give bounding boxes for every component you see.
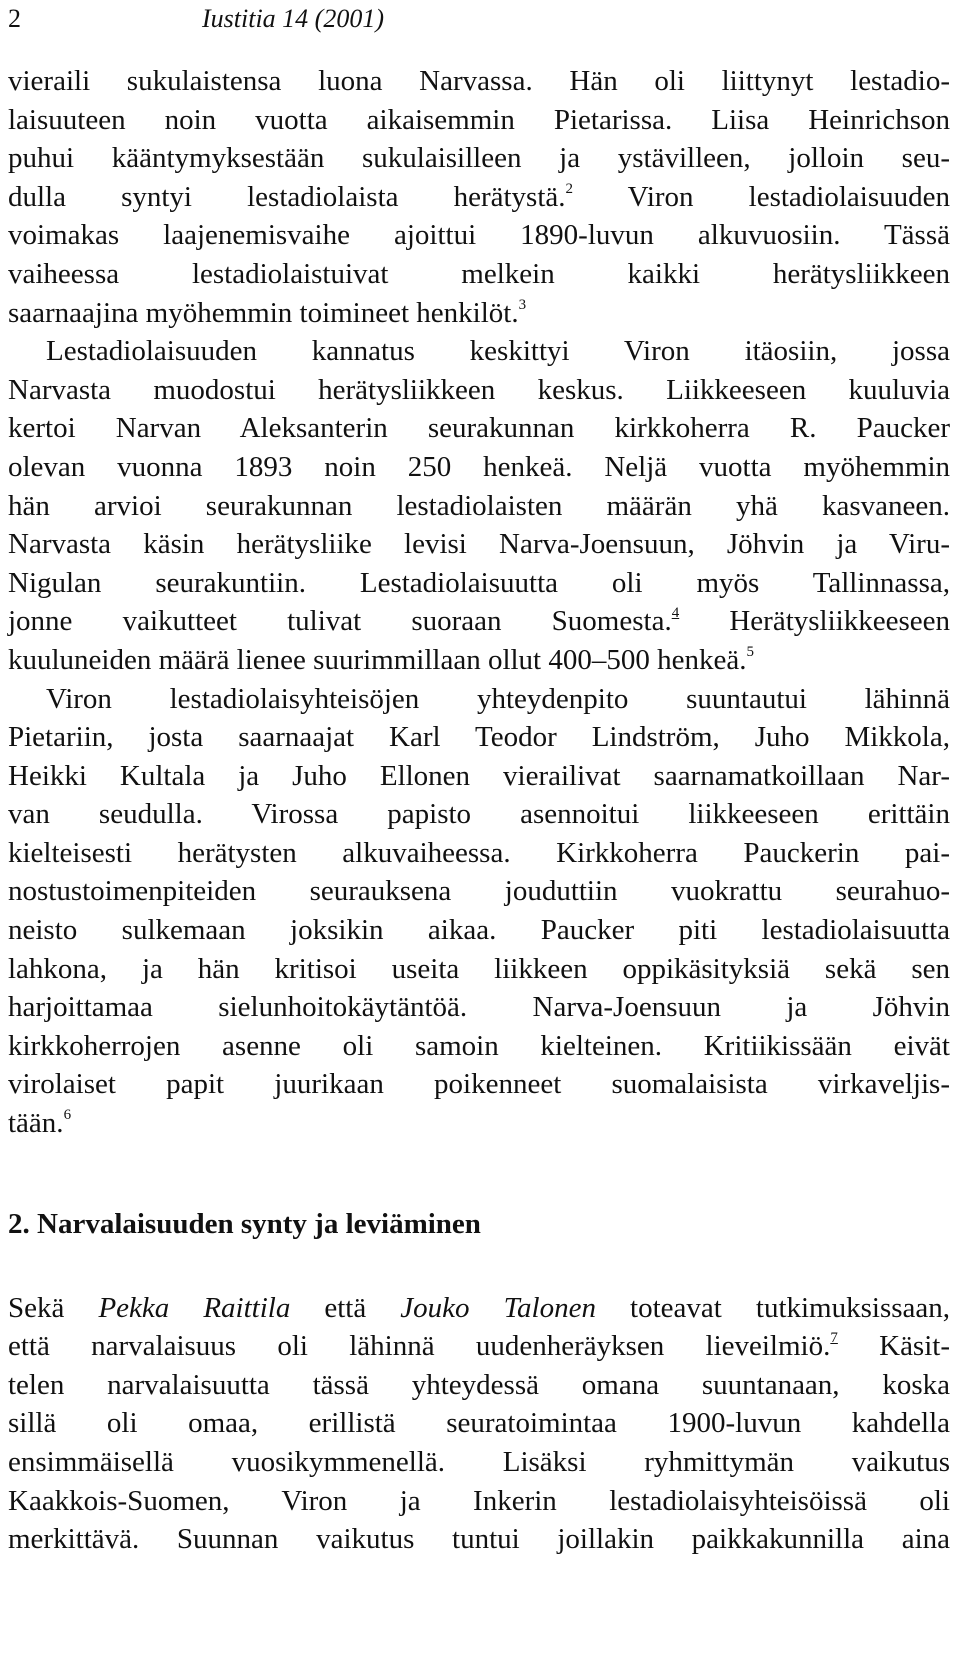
text-line: kirkkoherrojen asenne oli samoin kielteinen. Kritiikissään eivät (8, 1029, 950, 1062)
text-line: Pietariin, josta saarnaajat Karl Teodor Lindström, Juho Mikkola, (8, 721, 950, 754)
text-line: lahkona, ja hän kritisoi useita liikkeen oppikäsityksiä sekä sen (8, 952, 950, 985)
text-segment: että (290, 1291, 401, 1324)
text-line: vieraili sukulaistensa luona Narvassa. Hän oli liittynyt lestadio- (8, 65, 950, 97)
footnote-ref[interactable]: 4 (671, 605, 680, 622)
text-line: Narvasta käsin herätysliike levisi Narva-Joensuun, Jöhvin ja Viru- (8, 528, 950, 561)
text-segment: saarnaajina myöhemmin toimineet henkilöt. (8, 296, 519, 329)
text-line: voimakas laajenemisvaihe ajoittui 1890-luvun alkuvuosiin. Tässä (8, 219, 950, 252)
text-line: ensimmäisellä vuosikymmenellä. Lisäksi ryhmittymän vaikutus (8, 1446, 950, 1478)
text-line (8, 1104, 950, 1143)
section-heading: 2. Narvalaisuuden synty ja leviäminen (8, 1207, 481, 1240)
text-line: Narvasta muodostui herätysliikkeen keskus. Liikkeeseen kuuluvia (8, 373, 950, 406)
text-segment: Käsit- (837, 1330, 950, 1363)
text-line: telen narvalaisuutta tässä yhteydessä omana suuntanaan, koska (8, 1368, 950, 1401)
footnote-ref[interactable]: 6 (63, 1107, 72, 1124)
running-head: Iustitia 14 (2001) (202, 4, 384, 33)
footnote-ref[interactable]: 5 (746, 643, 754, 660)
text-line: neisto sulkemaan joksikin aikaa. Paucker piti lestadiolaisuutta (8, 914, 950, 947)
text-segment: jonne vaikutteet tulivat suoraan Suomesta. (8, 605, 672, 638)
text-line: Viron lestadiolaisyhteisöjen yhteydenpito suuntautui lähinnä (46, 682, 950, 715)
text-line: kielteisesti herätysten alkuvaiheessa. Kirkkoherra Pauckerin pai- (8, 836, 950, 869)
text-line (8, 294, 950, 333)
text-segment: Sekä (8, 1291, 99, 1324)
text-segment: että narvalaisuus oli lähinnä uudenheräyksen lieveilmiö. (8, 1330, 831, 1363)
text-segment: Herätysliikkeeseen (679, 605, 950, 638)
footnote-ref[interactable]: 7 (830, 1330, 838, 1347)
author-name: Pekka Raittila (98, 1291, 291, 1324)
text-line: puhui kääntymyksestään sukulaisilleen ja ystävilleen, jolloin seu- (8, 142, 950, 175)
text-segment: kuuluneiden määrä lienee suurimmillaan ollut 400–500 henkeä. (8, 643, 747, 676)
text-line: merkittävä. Suunnan vaikutus tuntui joillakin paikkakunnilla aina (8, 1523, 950, 1556)
document-page (8, 0, 950, 1559)
text-line: Kaakkois-Suomen, Viron ja Inkerin lestadiolaisyhteisöissä oli (8, 1484, 950, 1517)
body-text (8, 62, 950, 1559)
text-line: vaiheessa lestadiolaistuivat melkein kaikki herätysliikkeen (8, 257, 950, 290)
text-line: hän arvioi seurakunnan lestadiolaisten määrän yhä kasvaneen. (8, 489, 950, 522)
page-header (8, 0, 950, 38)
text-line (8, 1327, 950, 1366)
text-line (8, 641, 950, 680)
text-line (8, 602, 950, 641)
text-line: virolaiset papit juurikaan poikenneet suomalaisista virkaveljis- (8, 1068, 950, 1101)
page-number: 2 (8, 4, 21, 33)
footnote-ref[interactable]: 3 (518, 296, 527, 313)
text-line: Nigulan seurakuntiin. Lestadiolaisuutta oli myös Tallinnassa, (8, 566, 950, 599)
author-name: Jouko Talonen (400, 1291, 596, 1324)
text-line (8, 178, 950, 217)
text-segment: dulla syntyi lestadiolaista herätystä. (8, 180, 566, 213)
text-line: harjoittamaa sielunhoitokäytäntöä. Narva-Joensuun ja Jöhvin (8, 991, 950, 1024)
text-segment: tään. (8, 1107, 64, 1140)
text-line: sillä oli omaa, erillistä seuratoimintaa 1900-luvun kahdella (8, 1407, 950, 1440)
text-line: olevan vuonna 1893 noin 250 henkeä. Neljä vuotta myöhemmin (8, 450, 950, 483)
text-line: nostustoimenpiteiden seurauksena jouduttiin vuokrattu seurahuo- (8, 875, 950, 908)
text-line: Heikki Kultala ja Juho Ellonen vierailivat saarnamatkoillaan Nar- (8, 759, 950, 792)
text-line: van seudulla. Virossa papisto asennoitui liikkeeseen erittäin (8, 798, 950, 831)
text-segment: toteavat tutkimuksissaan, (596, 1291, 951, 1324)
text-line (8, 1289, 950, 1328)
text-line: Lestadiolaisuuden kannatus keskittyi Viron itäosiin, jossa (46, 335, 950, 368)
text-segment: Viron lestadiolaisuuden (627, 180, 950, 213)
text-line: kertoi Narvan Aleksanterin seurakunnan kirkkoherra R. Paucker (8, 412, 950, 445)
footnote-ref[interactable]: 2 (565, 180, 574, 197)
text-line: laisuuteen noin vuotta aikaisemmin Pietarissa. Liisa Heinrichson (8, 103, 950, 136)
